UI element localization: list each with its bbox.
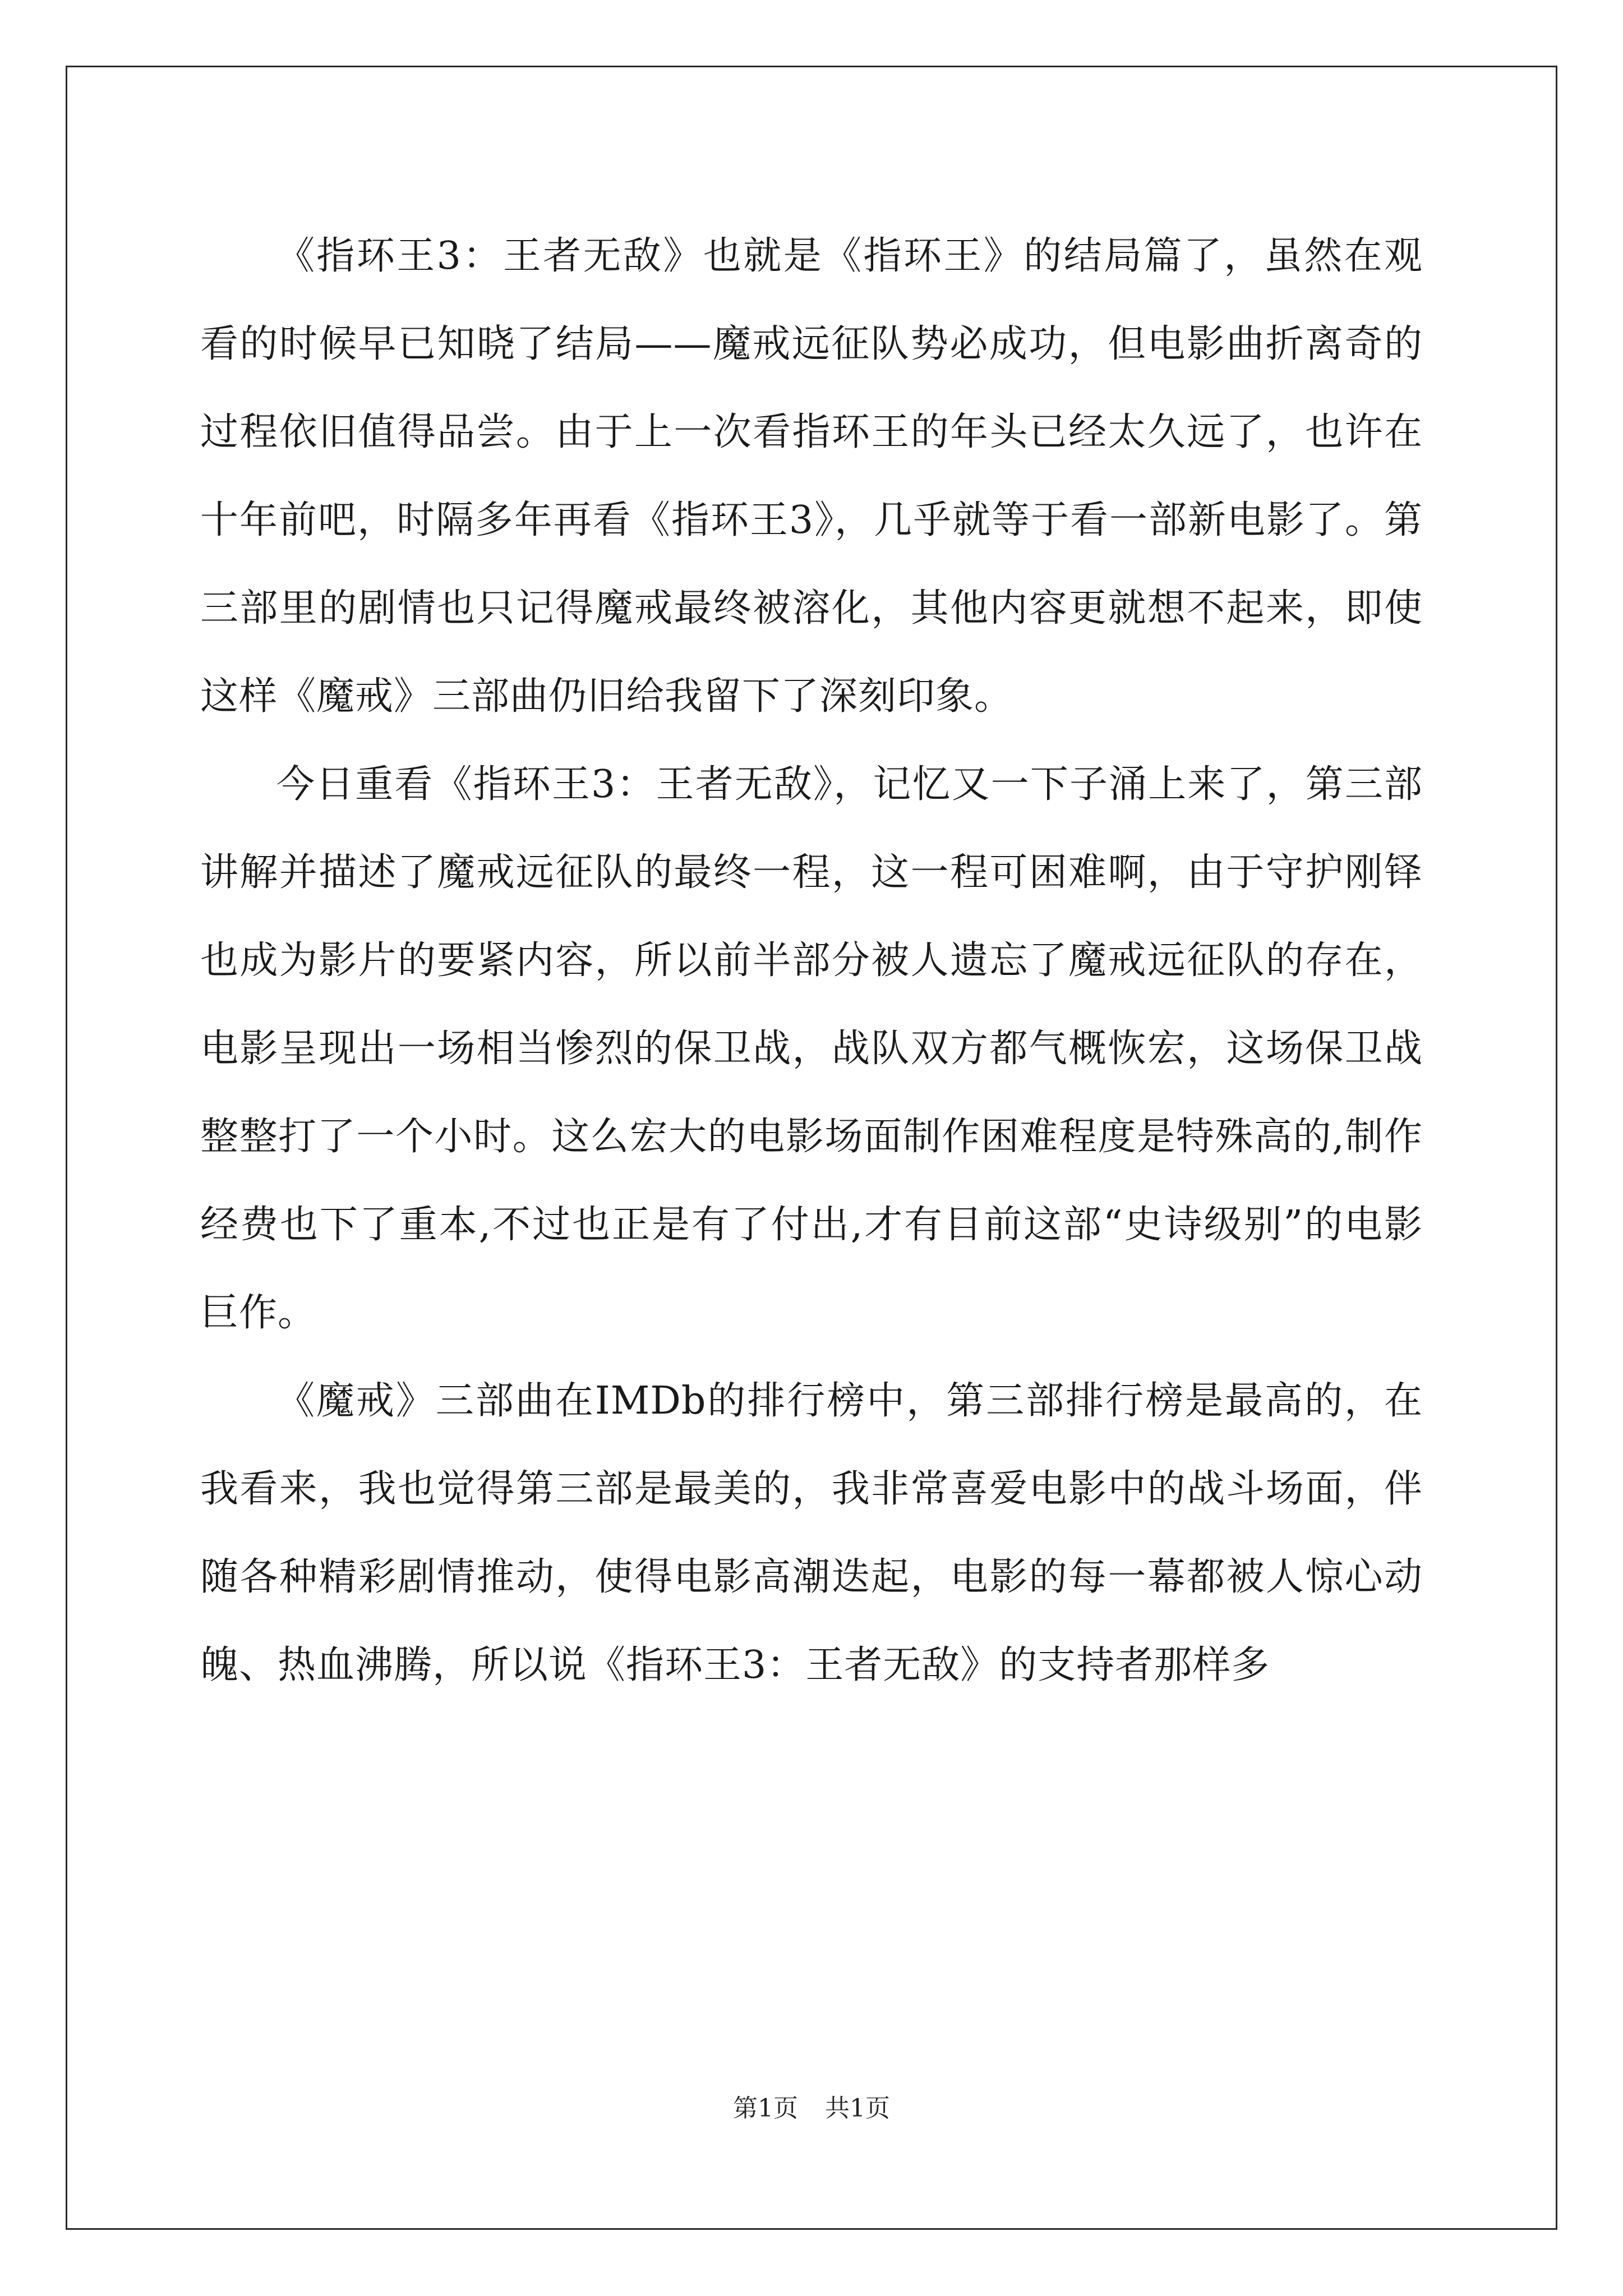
document-body xyxy=(200,212,1423,1709)
paragraph-2: 今日重看《指环王3：王者无敌》，记忆又一下子涌上来了，第三部讲解并描述了魔戒远征队的最终一程，这一程可困难啊，由于守护刚铎也成为影片的要紧内容，所以前半部分被人遗忘了魔戒远征队的存在，电影呈现出一场相当惨烈的保卫战，战队双方都气概恢宏，这场保卫战整整打了一个小时。这么宏大的电影场面制作困难程度是特殊高的,制作经费也下了重本,不过也正是有了付出,才有目前这部“史诗级别”的电影巨作。 xyxy=(200,762,1423,1335)
paragraph-3: 《魔戒》三部曲在IMDb的排行榜中，第三部排行榜是最高的，在我看来，我也觉得第三部是最美的，我非常喜爱电影中的战斗场面，伴随各种精彩剧情推动，使得电影高潮迭起，电影的每一幕都被人惊心动魄、热血沸腾，所以说《指环王3：王者无敌》的支持者那样多 xyxy=(200,1379,1423,1687)
paragraph-1: 《指环王3：王者无敌》也就是《指环王》的结局篇了，虽然在观看的时候早已知晓了结局——魔戒远征队势必成功，但电影曲折离奇的过程依旧值得品尝。由于上一次看指环王的年头已经太久远了，也许在十年前吧，时隔多年再看《指环王3》，几乎就等于看一部新电影了。第三部里的剧情也只记得魔戒最终被溶化，其他内容更就想不起来，即使这样《魔戒》三部曲仍旧给我留下了深刻印象。 xyxy=(200,234,1423,719)
page-footer xyxy=(0,2088,1623,2124)
page-total: 共1页 xyxy=(825,2094,890,2123)
page-number: 第1页 xyxy=(733,2094,798,2123)
